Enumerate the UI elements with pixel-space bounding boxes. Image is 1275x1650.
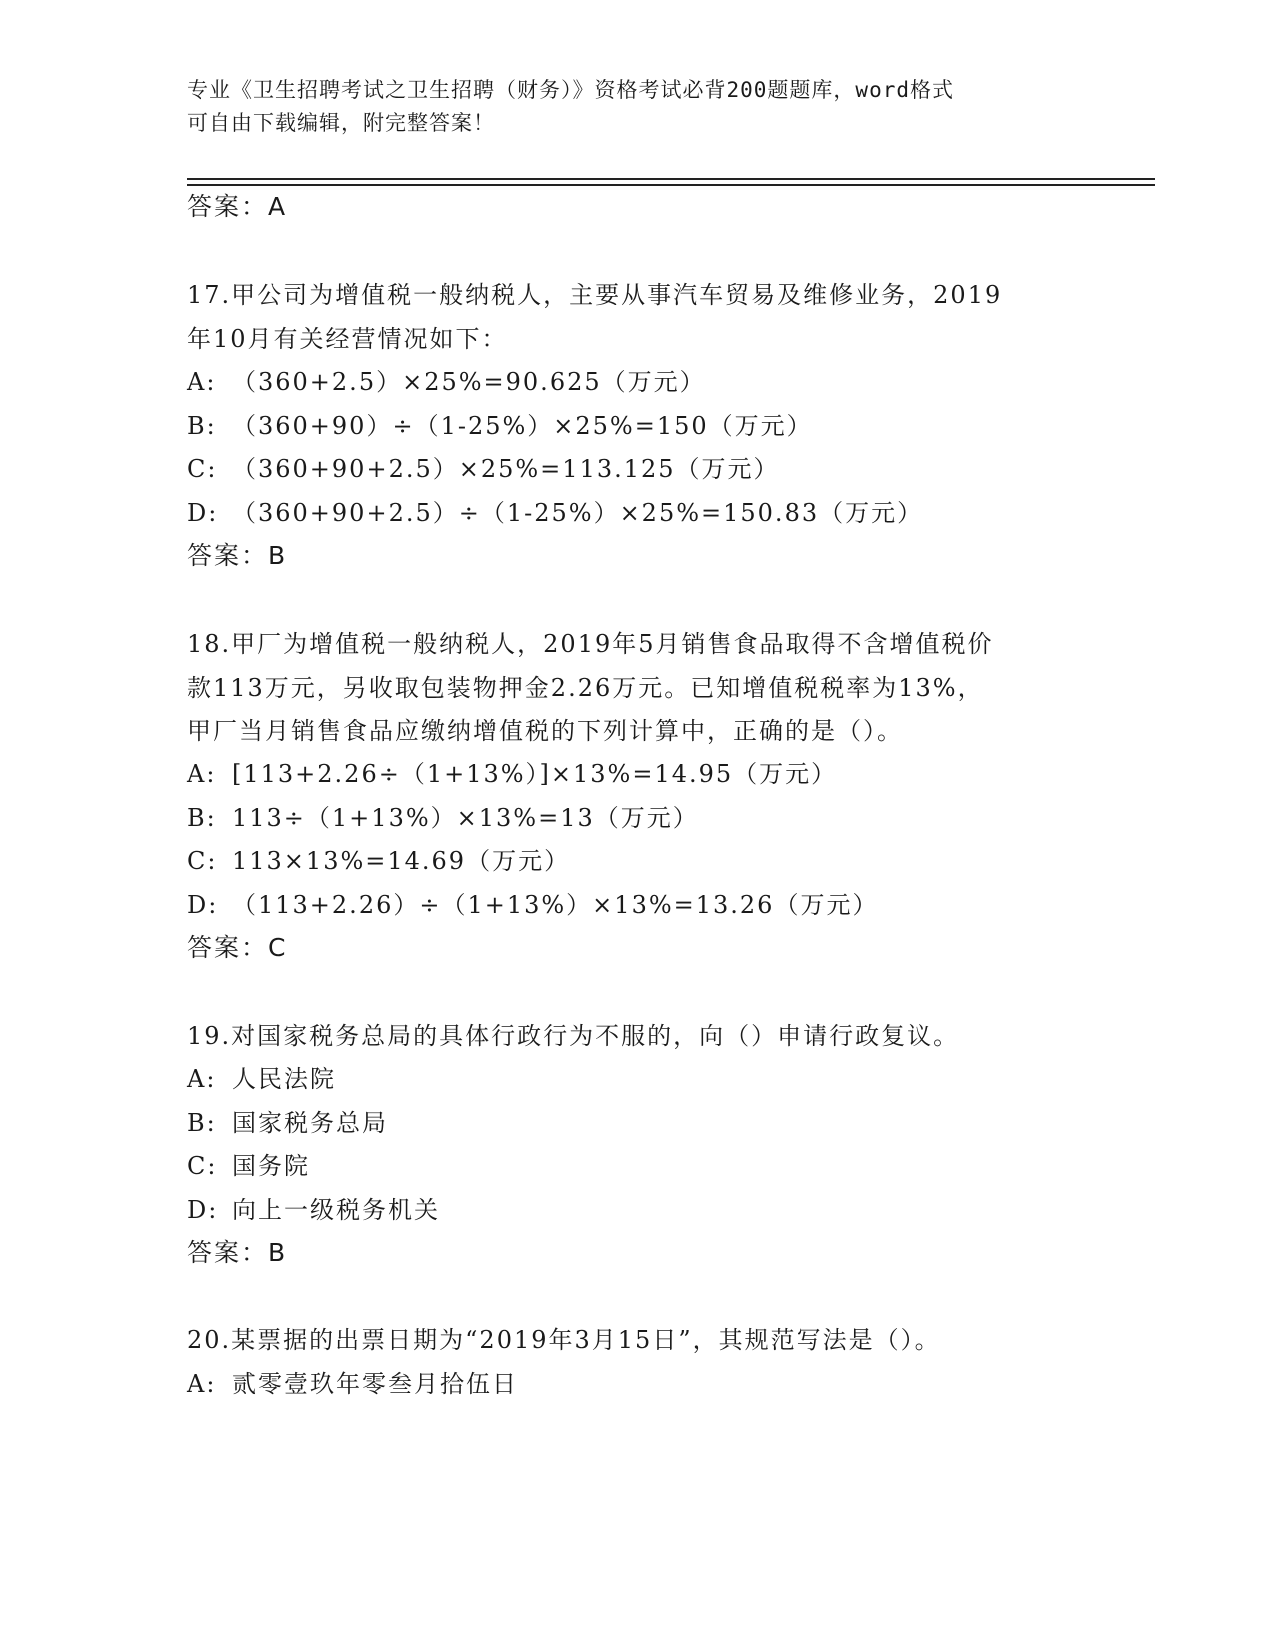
q20-option-a — [187, 1364, 518, 1399]
header-title-line-2: 可自由下载编辑，附完整答案！ — [187, 111, 495, 135]
option-text: （360+90+2.5）÷（1-25%）×25%=150.83（万元） — [232, 499, 924, 527]
document-header — [187, 74, 1067, 140]
q18-stem-line-1: 18.甲厂为增值税一般纳税人，2019年5月销售食品取得不含增值税价 — [187, 630, 994, 658]
q17-option-a — [187, 362, 706, 397]
q18-option-a — [187, 754, 837, 789]
q19-option-d — [187, 1190, 440, 1225]
q18-option-d — [187, 885, 878, 920]
option-label: C: — [187, 847, 218, 875]
q20-stem-line-1: 20.某票据的出票日期为“2019年3月15日”，其规范写法是（）。 — [187, 1326, 941, 1354]
option-text: （360+90+2.5）×25%=113.125（万元） — [232, 455, 780, 483]
q17-option-b — [187, 406, 813, 441]
option-text: （360+90）÷（1-25%）×25%=150（万元） — [232, 412, 813, 440]
option-label: D: — [187, 499, 219, 527]
option-label: B: — [187, 412, 217, 440]
q18-option-c — [187, 841, 570, 876]
q17-stem-line-1: 17.甲公司为增值税一般纳税人，主要从事汽车贸易及维修业务，2019 — [187, 281, 1003, 309]
option-label: C: — [187, 1152, 218, 1180]
q19-answer: 答案：B — [187, 1238, 288, 1267]
option-label: B: — [187, 1109, 217, 1137]
option-text: （360+2.5）×25%=90.625（万元） — [232, 368, 706, 396]
q18-option-b — [187, 798, 699, 833]
option-label: A: — [187, 368, 217, 396]
q19-option-a — [187, 1059, 336, 1094]
q19-option-b — [187, 1103, 388, 1138]
option-label: A: — [187, 760, 217, 788]
previous-answer: 答案：A — [187, 192, 288, 221]
q18-stem-line-2: 款113万元，另收取包装物押金2.26万元。已知增值税税率为13%， — [187, 674, 984, 702]
option-label: B: — [187, 804, 217, 832]
header-title-line-1: 专业《卫生招聘考试之卫生招聘（财务）》资格考试必背200题题库，word格式 — [187, 78, 954, 102]
option-text: 国务院 — [232, 1152, 310, 1180]
q19-stem-line-1: 19.对国家税务总局的具体行政行为不服的，向（）申请行政复议。 — [187, 1022, 960, 1050]
option-label: D: — [187, 1196, 219, 1224]
option-text: 113÷（1+13%）×13%=13（万元） — [232, 804, 699, 832]
header-divider-bottom — [187, 184, 1155, 186]
option-text: 人民法院 — [232, 1065, 336, 1093]
q18-answer: 答案：C — [187, 933, 288, 962]
option-label: C: — [187, 455, 218, 483]
q17-stem-line-2: 年10月有关经营情况如下： — [187, 325, 508, 353]
option-label: A: — [187, 1065, 217, 1093]
option-text: 贰零壹玖年零叁月拾伍日 — [232, 1370, 518, 1398]
header-divider-top — [187, 178, 1155, 180]
option-text: 向上一级税务机关 — [232, 1196, 440, 1224]
q17-answer: 答案：B — [187, 541, 288, 570]
q17-option-d — [187, 493, 923, 528]
option-text: 国家税务总局 — [232, 1109, 388, 1137]
option-label: A: — [187, 1370, 217, 1398]
option-text: [113+2.26÷（1+13%）]×13%=14.95（万元） — [232, 760, 838, 788]
option-text: （113+2.26）÷（1+13%）×13%=13.26（万元） — [232, 891, 879, 919]
q18-stem-line-3: 甲厂当月销售食品应缴纳增值税的下列计算中，正确的是（）。 — [187, 717, 903, 745]
q19-option-c — [187, 1146, 310, 1181]
option-text: 113×13%=14.69（万元） — [232, 847, 571, 875]
option-label: D: — [187, 891, 219, 919]
q17-option-c — [187, 449, 780, 484]
